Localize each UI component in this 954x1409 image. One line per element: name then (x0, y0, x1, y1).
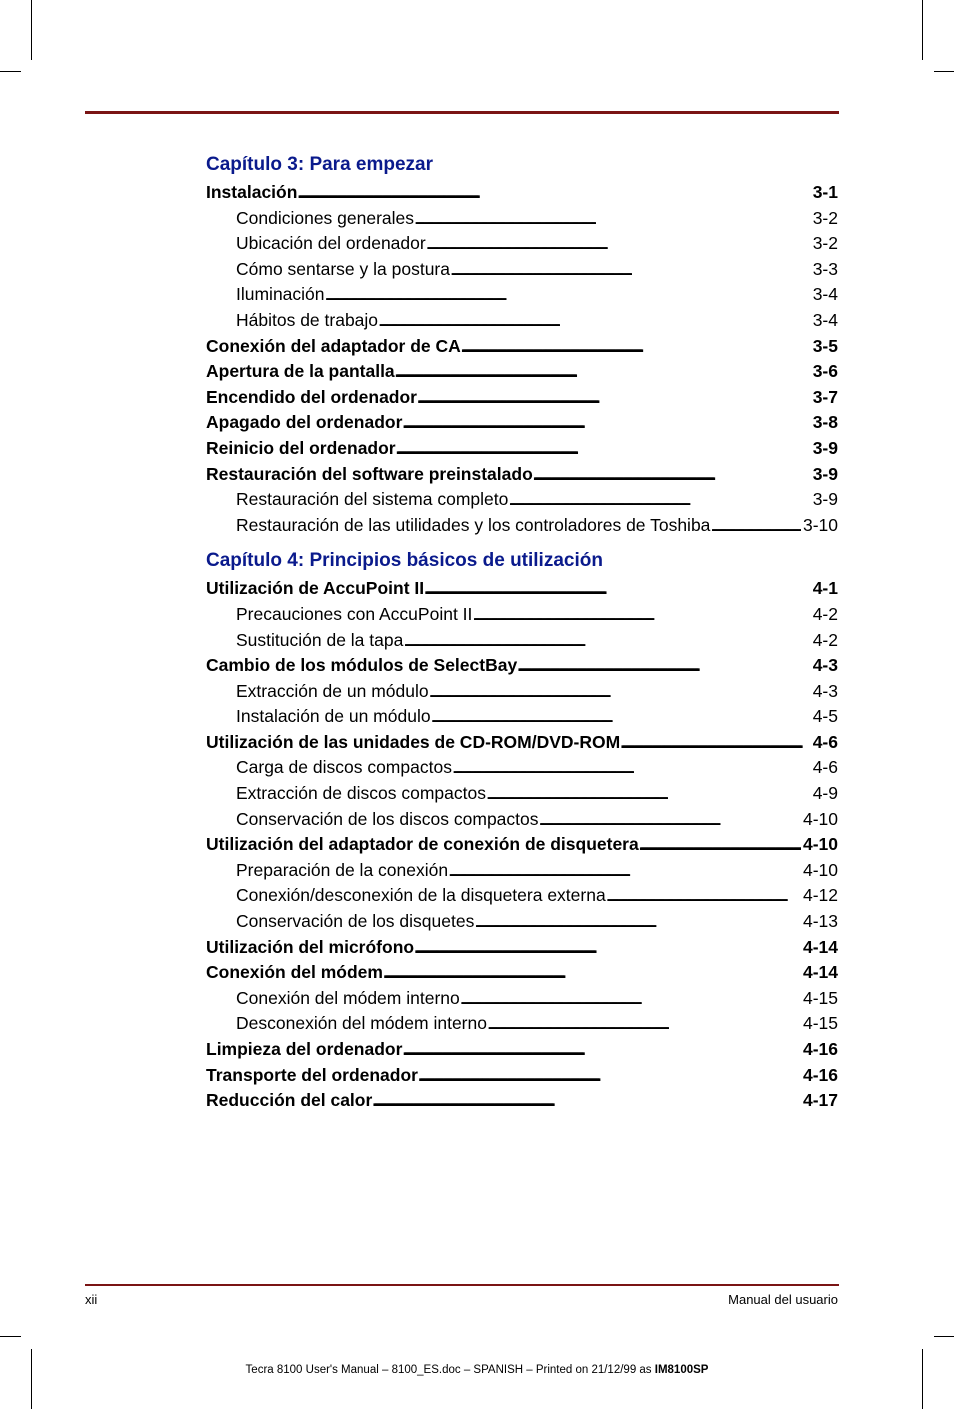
dot-leader (620, 730, 810, 756)
toc-entry-page: 4-13 (802, 911, 838, 932)
crop-mark (0, 1336, 21, 1337)
dot-leader (487, 1011, 801, 1037)
dot-leader (403, 628, 810, 654)
toc-section-entry[interactable] (206, 436, 838, 462)
toc-entry-title: Conexión del adaptador de CA (206, 335, 461, 356)
chapter-heading[interactable]: Capítulo 4: Principios básicos de utilización (206, 550, 603, 572)
toc-subsection-entry[interactable] (206, 308, 838, 334)
dot-leader (378, 308, 811, 334)
toc-entry-title: Hábitos de trabajo (236, 309, 379, 330)
dot-leader (461, 334, 811, 360)
table-of-contents (206, 150, 838, 1114)
dot-leader (424, 576, 811, 602)
toc-section-entry[interactable] (206, 935, 838, 961)
toc-entry-page: 3-9 (812, 463, 838, 484)
toc-entry-title: Transporte del ordenador (206, 1064, 418, 1085)
toc-entry-page: 3-1 (812, 182, 838, 202)
dot-leader (474, 909, 801, 935)
dot-leader (402, 1037, 801, 1063)
footer-manual-title: Manual del usuario (728, 1292, 838, 1307)
dot-leader (450, 257, 811, 283)
footer-page-number: xii (85, 1292, 98, 1307)
toc-subsection-entry[interactable] (206, 231, 838, 257)
toc-subsection-entry[interactable] (206, 602, 838, 628)
toc-subsection-entry[interactable] (206, 1011, 838, 1037)
toc-entry-title: Desconexión del módem interno (236, 1013, 487, 1034)
toc-section-entry[interactable] (206, 1037, 838, 1063)
dot-leader (639, 832, 801, 858)
toc-entry-title: Cambio de los módulos de SelectBay (206, 655, 518, 676)
toc-entry-title: Condiciones generales (236, 207, 415, 228)
toc-entry-page: 3-7 (812, 386, 838, 407)
toc-subsection-entry[interactable] (206, 257, 838, 283)
dot-leader (372, 1088, 801, 1114)
dot-leader (414, 206, 811, 232)
toc-entry-page: 4-14 (802, 936, 838, 957)
toc-entry-title: Utilización del micrófono (206, 936, 415, 957)
dot-leader (396, 436, 811, 462)
dot-leader (395, 359, 811, 385)
toc-section-entry[interactable] (206, 385, 838, 411)
toc-section-entry[interactable] (206, 832, 838, 858)
header-rule (85, 111, 839, 114)
toc-entry-page: 4-5 (812, 706, 838, 727)
toc-subsection-entry[interactable] (206, 883, 838, 909)
toc-subsection-entry[interactable] (206, 755, 838, 781)
toc-entry-page: 3-8 (812, 412, 838, 433)
toc-entry-page: 4-6 (812, 757, 838, 778)
crop-mark (0, 71, 21, 72)
toc-entry-page: 4-15 (802, 1013, 838, 1034)
toc-section-entry[interactable] (206, 359, 838, 385)
toc-entry-title: Conservación de los discos compactos (236, 808, 539, 829)
toc-entry-title: Conexión del módem (206, 962, 383, 983)
footer-rule (85, 1284, 839, 1286)
toc-entry-title: Instalación (206, 182, 298, 202)
toc-entry-title: Precauciones con AccuPoint II (236, 603, 473, 624)
toc-entry-page: 4-14 (802, 962, 838, 983)
toc-entry-title: Ubicación del ordenador (236, 233, 426, 254)
toc-entry-title: Restauración del sistema completo (236, 489, 509, 510)
toc-entry-title: Restauración del software preinstalado (206, 463, 533, 484)
dot-leader (418, 1063, 801, 1089)
toc-entry-page: 4-1 (812, 578, 838, 599)
toc-entry-page: 3-3 (812, 258, 838, 279)
toc-subsection-entry[interactable] (206, 858, 838, 884)
toc-subsection-entry[interactable] (206, 909, 838, 935)
dot-leader (606, 883, 801, 909)
toc-entry-title: Iluminación (236, 284, 325, 305)
crop-mark (934, 71, 954, 72)
crop-mark (922, 1349, 923, 1409)
toc-entry-page: 4-17 (802, 1090, 838, 1111)
toc-entry-title: Apertura de la pantalla (206, 361, 395, 382)
print-line-text: Tecra 8100 User's Manual – 8100_ES.doc – SPANISH – Printed on 21/12/99 as (245, 1364, 655, 1376)
toc-subsection-entry[interactable] (206, 704, 838, 730)
toc-entry-title: Instalación de un módulo (236, 706, 431, 727)
dot-leader (383, 960, 801, 986)
dot-leader (539, 807, 801, 833)
toc-entry-title: Reducción del calor (206, 1090, 373, 1111)
toc-entry-title: Encendido del ordenador (206, 386, 417, 407)
toc-entry-page: 3-2 (812, 233, 838, 254)
toc-entry-title: Limpieza del ordenador (206, 1039, 403, 1059)
dot-leader (460, 986, 801, 1012)
toc-entry-page: 4-15 (802, 987, 838, 1008)
toc-entry-title: Conexión del módem interno (236, 987, 460, 1008)
dot-leader (508, 487, 810, 513)
toc-entry-page: 4-10 (802, 834, 838, 855)
dot-leader (426, 231, 811, 257)
toc-subsection-entry[interactable] (206, 628, 838, 654)
print-line-code: IM8100SP (654, 1364, 709, 1376)
toc-entry-title: Sustitución de la tapa (236, 629, 404, 650)
toc-entry-title: Utilización de las unidades de CD-ROM/DVD-ROM (206, 731, 621, 752)
dot-leader (710, 513, 801, 539)
toc-entry-page: 4-2 (812, 629, 838, 650)
print-line (0, 1364, 954, 1376)
dot-leader (452, 755, 811, 781)
toc-subsection-entry[interactable] (206, 679, 838, 705)
toc-entry-title: Utilización de AccuPoint II (206, 578, 425, 599)
toc-entry-page: 3-5 (812, 335, 838, 356)
toc-entry-page: 4-16 (802, 1039, 838, 1059)
toc-entry-page: 3-4 (812, 284, 838, 305)
toc-entry-page: 4-3 (812, 680, 838, 701)
dot-leader (486, 781, 811, 807)
toc-subsection-entry[interactable] (206, 206, 838, 232)
dot-leader (472, 602, 810, 628)
toc-subsection-entry[interactable] (206, 781, 838, 807)
dot-leader (297, 180, 810, 206)
toc-entry-title: Apagado del ordenador (206, 412, 403, 433)
toc-section-entry[interactable] (206, 1088, 838, 1114)
toc-entry-title: Extracción de un módulo (236, 680, 429, 701)
toc-entry-title: Preparación de la conexión (236, 859, 449, 880)
dot-leader (414, 935, 801, 961)
toc-subsection-entry[interactable] (206, 807, 838, 833)
dot-leader (517, 653, 811, 679)
toc-entry-page: 4-9 (812, 783, 838, 804)
toc-section-entry[interactable] (206, 410, 838, 436)
toc-entry-title: Reinicio del ordenador (206, 437, 396, 458)
dot-leader (533, 462, 811, 488)
toc-entry-page: 4-3 (812, 655, 838, 676)
dot-leader (429, 679, 811, 705)
toc-entry-page: 3-4 (812, 309, 838, 330)
chapter-heading[interactable]: Capítulo 3: Para empezar (206, 154, 434, 175)
toc-entry-title: Utilización del adaptador de conexión de disquetera (206, 834, 639, 855)
toc-entry-page: 4-6 (812, 731, 838, 752)
toc-section-entry[interactable] (206, 730, 838, 756)
toc-subsection-entry[interactable] (206, 282, 838, 308)
toc-section-entry[interactable] (206, 334, 838, 360)
toc-entry-title: Restauración de las utilidades y los controladores de Toshiba (236, 514, 711, 535)
toc-subsection-entry[interactable] (206, 986, 838, 1012)
crop-mark (31, 1349, 32, 1409)
toc-section-entry[interactable] (206, 180, 838, 206)
toc-entry-title: Cómo sentarse y la postura (236, 258, 450, 279)
toc-entry-page: 3-9 (812, 437, 838, 458)
toc-entry-page: 4-10 (802, 808, 838, 829)
toc-section-entry[interactable] (206, 1063, 838, 1089)
toc-entry-page: 3-2 (812, 207, 838, 228)
toc-subsection-entry[interactable] (206, 487, 838, 513)
toc-subsection-entry[interactable] (206, 513, 838, 539)
toc-entry-page: 3-6 (812, 361, 838, 382)
toc-entry-page: 4-10 (802, 859, 838, 880)
toc-section-entry[interactable] (206, 462, 838, 488)
crop-mark (922, 0, 923, 60)
toc-entry-page: 4-2 (812, 603, 838, 624)
toc-section-entry[interactable] (206, 960, 838, 986)
dot-leader (325, 282, 811, 308)
toc-entry-page: 4-12 (802, 885, 838, 906)
toc-section-entry[interactable] (206, 576, 838, 602)
toc-entry-title: Extracción de discos compactos (236, 783, 486, 804)
toc-entry-title: Conservación de los disquetes (236, 911, 475, 932)
crop-mark (934, 1336, 954, 1337)
dot-leader (417, 385, 811, 411)
toc-entry-page: 4-16 (802, 1064, 838, 1085)
toc-entry-title: Conexión/desconexión de la disquetera externa (236, 885, 606, 906)
toc-entry-page: 3-9 (812, 489, 838, 510)
crop-mark (31, 0, 32, 60)
toc-entry-title: Carga de discos compactos (236, 757, 452, 778)
toc-section-entry[interactable] (206, 653, 838, 679)
toc-entry-page: 3-10 (802, 514, 838, 535)
dot-leader (431, 704, 811, 730)
dot-leader (402, 410, 810, 436)
dot-leader (448, 858, 801, 884)
